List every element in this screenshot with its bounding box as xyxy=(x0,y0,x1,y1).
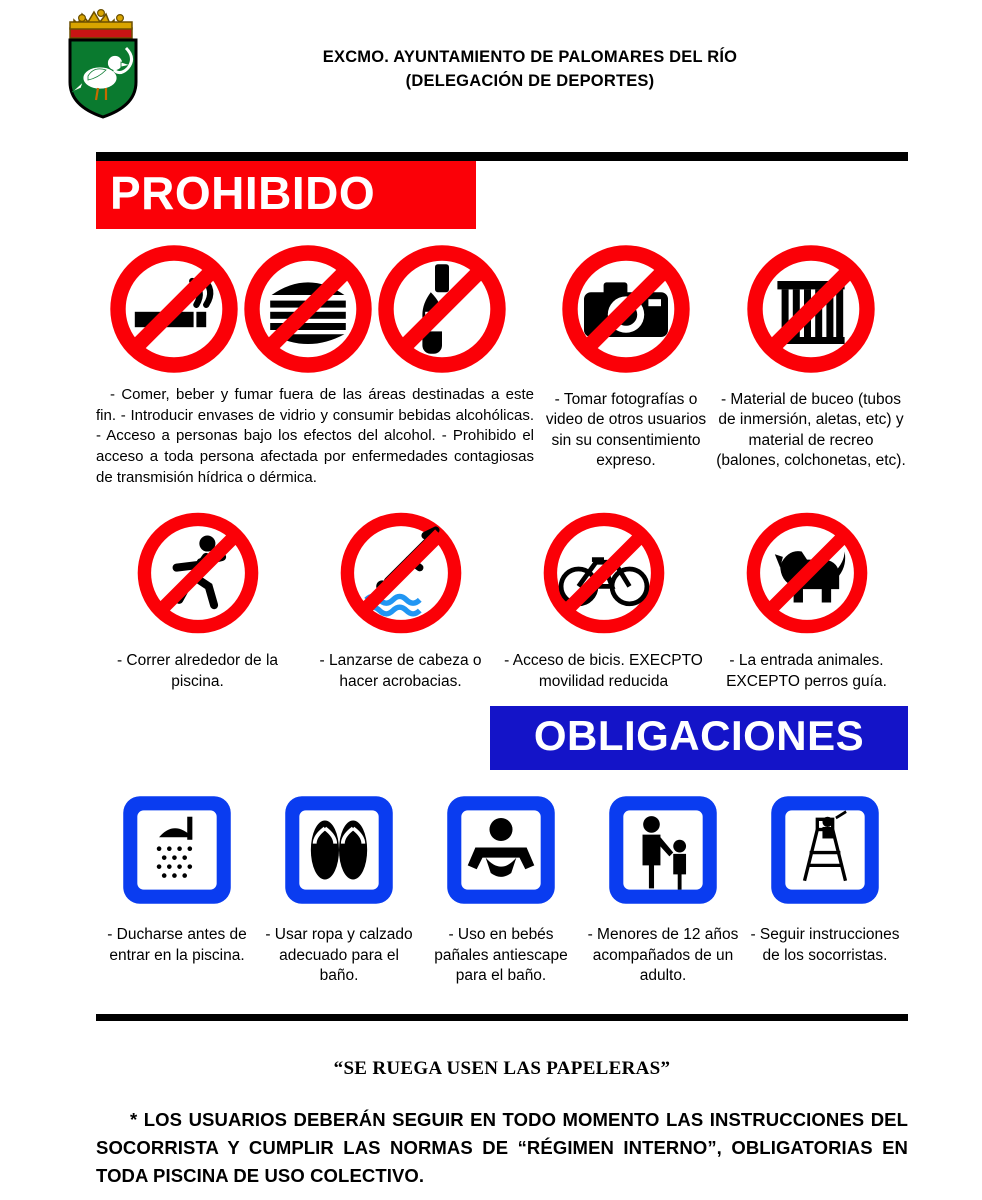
prohibited-item-photo-caption: - Tomar fotografías o video de otros usuarios sin su consentimiento expreso. xyxy=(545,391,707,470)
obligations-banner-row xyxy=(96,706,908,770)
obligation-item-minors-caption: - Menores de 12 años acompañados de un adulto. xyxy=(587,926,739,985)
prohibited-banner: PROHIBIDO xyxy=(96,161,476,229)
obligation-item-diaper xyxy=(420,786,582,986)
flipflops-icon xyxy=(258,786,420,919)
baby-diaper-icon xyxy=(420,786,582,919)
no-food-icon xyxy=(238,239,378,384)
prohibited-item-running xyxy=(96,506,299,692)
no-smoking-icon xyxy=(104,239,244,384)
no-running-icon xyxy=(96,506,299,645)
prohibited-item-diving-caption: - Material de buceo (tubos de inmersión, aletas, etc) y material de recreo (balones, colchonetas, etc). xyxy=(716,391,906,470)
prohibited-item-animals-caption: - La entrada animales. EXCEPTO perros guía. xyxy=(726,652,887,690)
prohibited-item-diving-gear xyxy=(716,239,906,488)
prohibited-item-animals xyxy=(705,506,908,692)
prohibited-item-diving-caption2: - Lanzarse de cabeza o hacer acrobacias. xyxy=(319,652,482,690)
prohibited-row-2 xyxy=(96,506,908,692)
prohibited-group-consumption xyxy=(96,239,534,488)
bottom-divider xyxy=(96,1014,908,1021)
prohibited-row-1 xyxy=(96,239,908,488)
header-title-line2: (DELEGACIÓN DE DEPORTES) xyxy=(405,71,655,90)
obligations-banner: OBLIGACIONES xyxy=(490,706,908,770)
lifeguard-chair-icon xyxy=(744,786,906,919)
obligation-item-minors xyxy=(582,786,744,986)
no-bicycle-icon xyxy=(502,506,705,645)
no-diving-gear-icon xyxy=(716,239,906,384)
no-headfirst-dive-icon xyxy=(299,506,502,645)
page-header xyxy=(0,0,982,140)
obligations-row xyxy=(96,786,908,986)
prohibited-item-diving xyxy=(299,506,502,692)
no-dogs-icon xyxy=(705,506,908,645)
obligation-item-shower-caption: - Ducharse antes de entrar en la piscina. xyxy=(107,926,247,964)
no-camera-icon xyxy=(542,239,710,384)
footer-note: * LOS USUARIOS DEBERÁN SEGUIR EN TODO MOMENTO LAS INSTRUCCIONES DEL SOCORRISTA Y CUMPLIR LAS NORMAS DE “RÉGIMEN INTERNO”, OBLIGATORIAS EN TODA PISCINA DE USO COLECTIVO. xyxy=(96,1109,908,1186)
top-divider xyxy=(96,152,908,161)
obligation-item-shower xyxy=(96,786,258,986)
obligation-item-lifeguard-caption: - Seguir instrucciones de los socorristas. xyxy=(750,926,900,964)
obligation-item-footwear xyxy=(258,786,420,986)
header-title xyxy=(180,46,880,94)
prohibited-group-caption: - Comer, beber y fumar fuera de las áreas destinadas a este fin. - Introducir envases de vidrio y consumir bebidas alcohólicas. - Acceso a personas bajo los efectos del alcohol. - Prohibido el acceso a toda persona afectada por enfermedades contagiosas de transmisión hídrica o dérmica. xyxy=(96,386,534,486)
adult-with-child-icon xyxy=(582,786,744,919)
shower-icon xyxy=(96,786,258,919)
prohibited-item-photo xyxy=(542,239,710,488)
poster xyxy=(96,152,908,987)
prohibited-item-bicycle-caption: - Acceso de bicis. EXECPTO movilidad reducida xyxy=(504,652,703,690)
no-alcohol-icon xyxy=(372,239,512,384)
prohibited-item-running-caption: - Correr alrededor de la piscina. xyxy=(116,652,279,690)
header-title-line1: EXCMO. AYUNTAMIENTO DE PALOMARES DEL RÍO xyxy=(322,48,738,66)
coat-of-arms-icon xyxy=(48,0,158,120)
obligation-item-footwear-caption: - Usar ropa y calzado adecuado para el baño. xyxy=(265,926,413,985)
footer xyxy=(96,1058,908,1189)
obligation-item-lifeguard xyxy=(744,786,906,986)
obligation-item-diaper-caption: - Uso en bebés pañales antiescape para el baño. xyxy=(434,926,568,985)
prohibited-item-bicycle xyxy=(502,506,705,692)
footer-quote: “SE RUEGA USEN LAS PAPELERAS” xyxy=(333,1058,671,1079)
